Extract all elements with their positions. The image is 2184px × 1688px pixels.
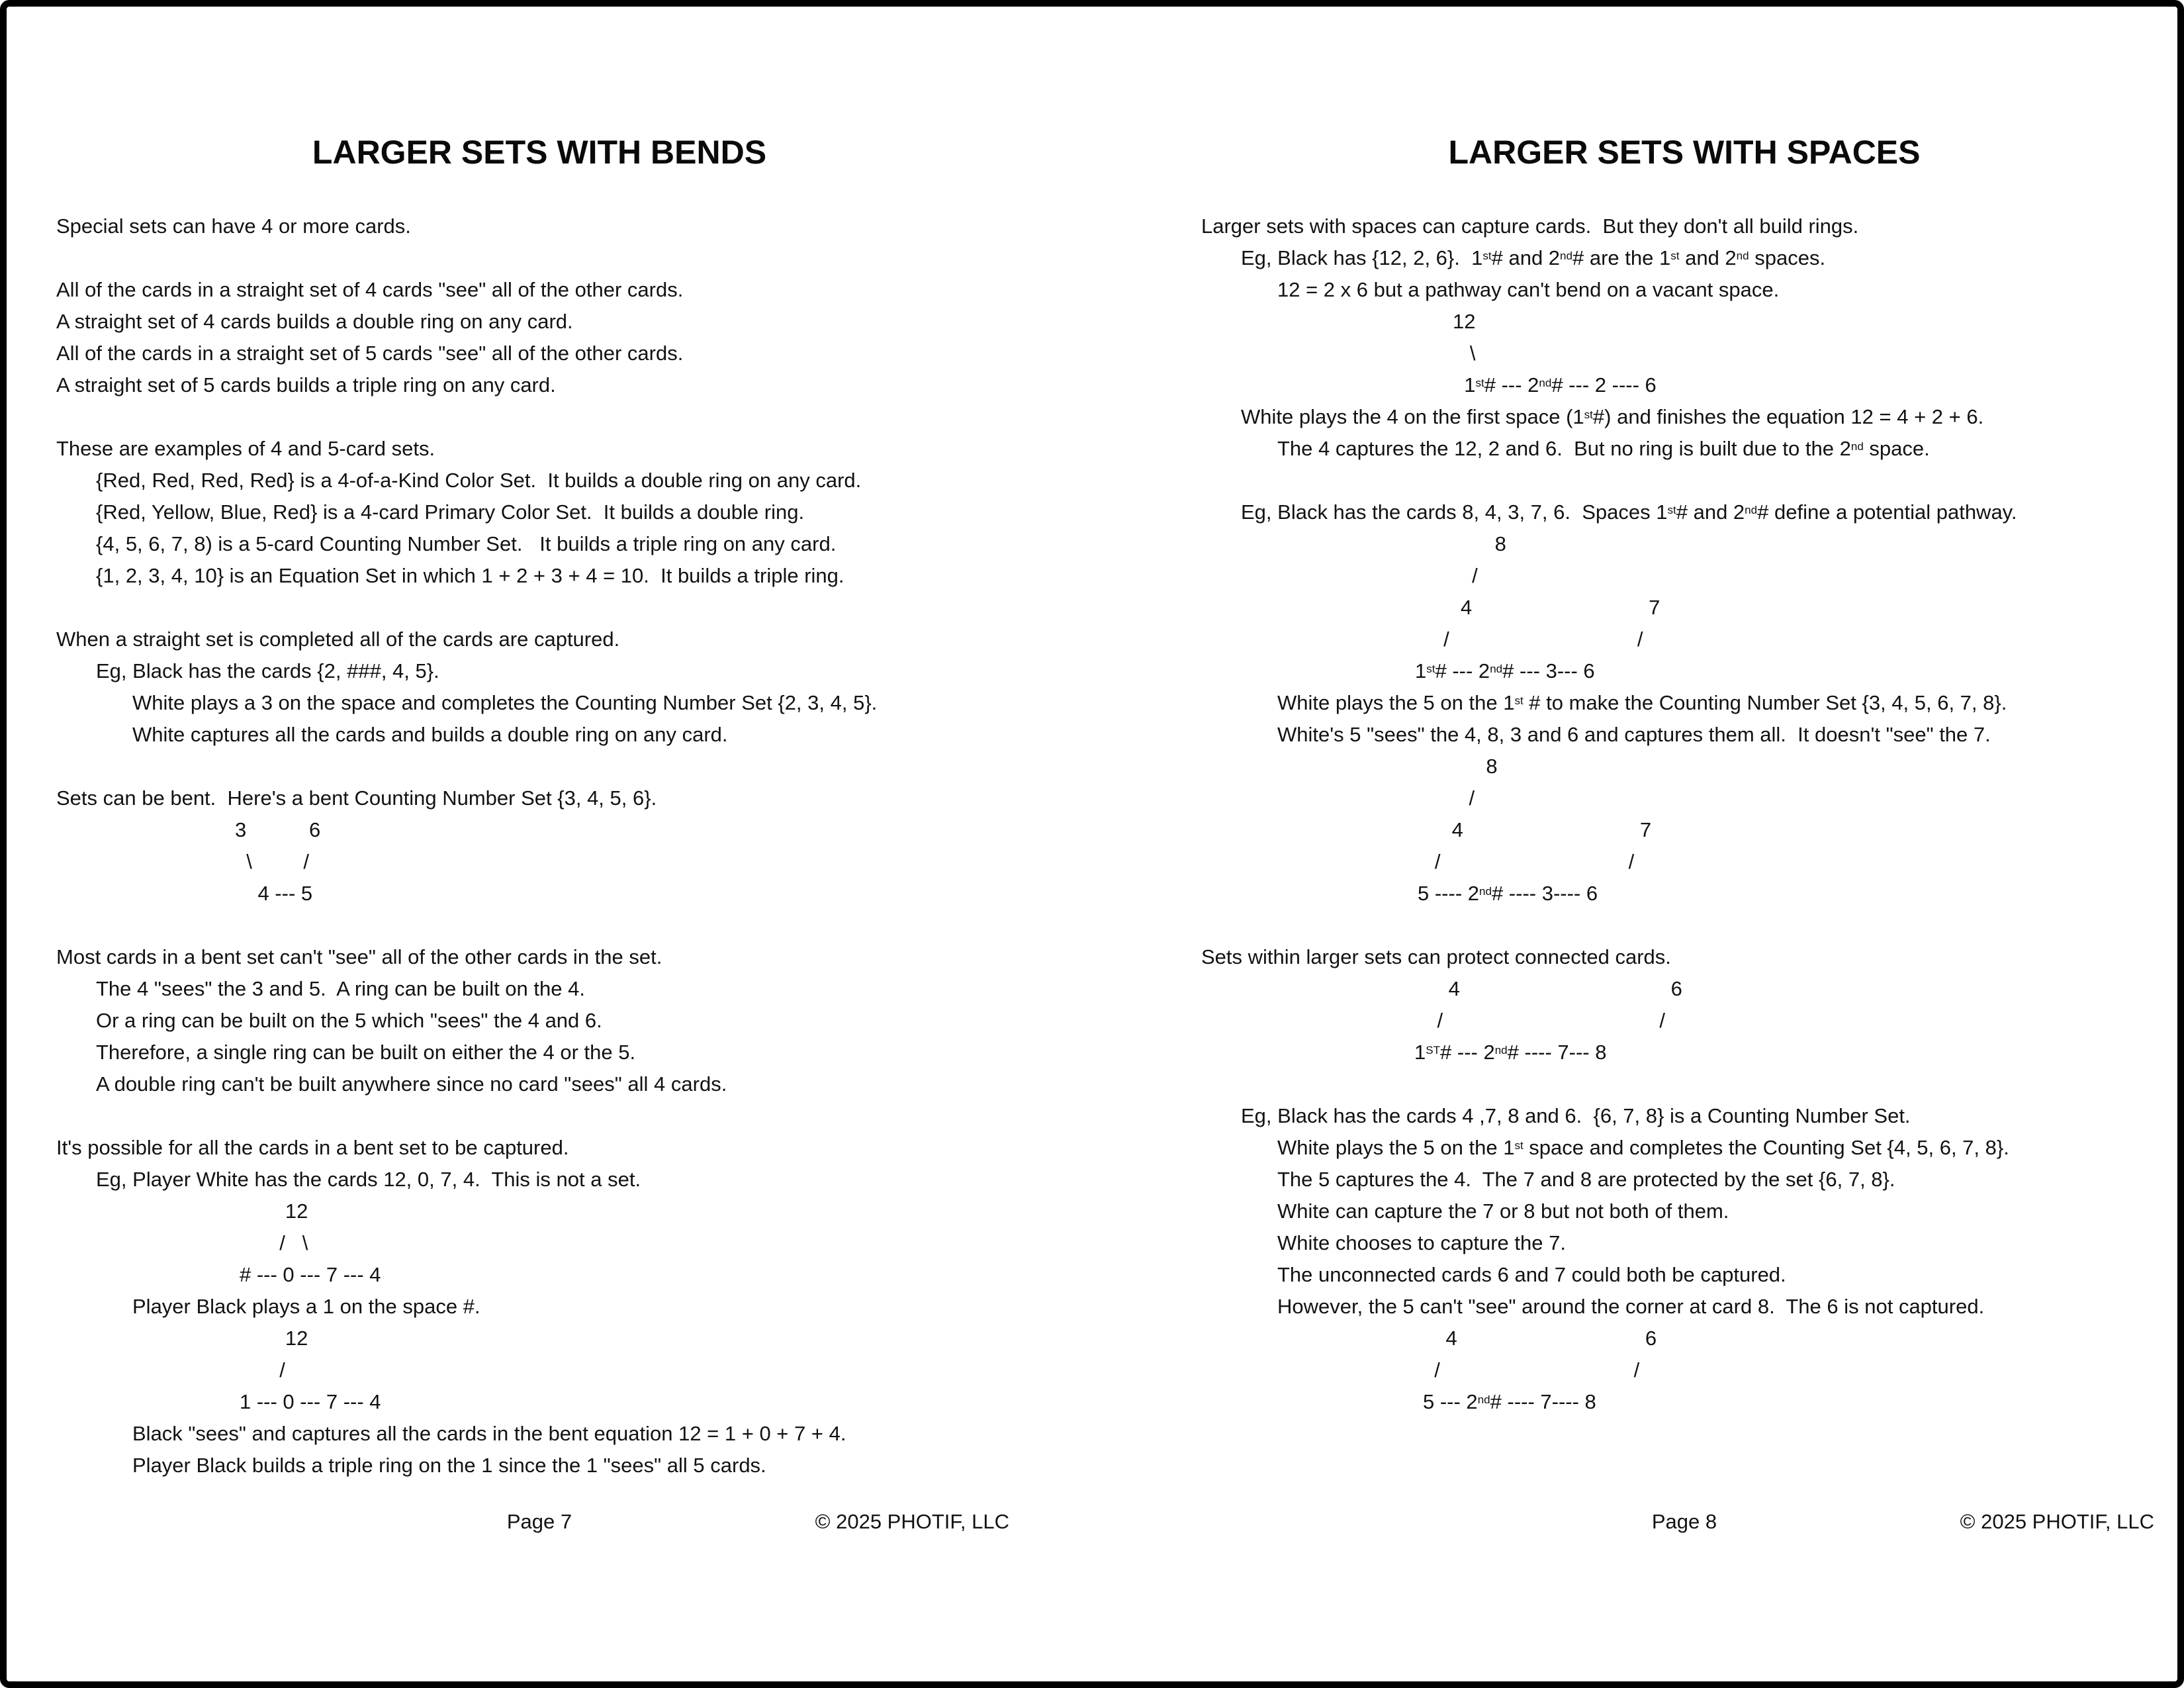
text-line: Sets within larger sets can protect connected cards. [1201, 945, 1671, 968]
page-footer [1201, 1506, 2167, 1538]
text-line: Eg, Black has the cards 8, 4, 3, 7, 6. Spaces 1st# and 2nd# define a potential pathway. [1241, 500, 2017, 524]
diagram-line: / / [1423, 1358, 1640, 1382]
ordinal-suffix: st [1482, 250, 1492, 263]
text-line: Most cards in a bent set can't "see" all of the other cards in the set. [56, 945, 662, 968]
page-number: Page 7 [506, 1510, 572, 1533]
text-line: White's 5 "sees" the 4, 8, 3 and 6 and captures them all. It doesn't "see" the 7. [1277, 723, 1991, 746]
paragraph-gap [56, 401, 1023, 433]
diagram-line: / / [1414, 1009, 1665, 1032]
diagram-line: 1 --- 0 --- 7 --- 4 [240, 1390, 381, 1413]
ordinal-suffix: st [1426, 663, 1435, 676]
text-line: {4, 5, 6, 7, 8) is a 5-card Counting Number Set. It builds a triple ring on any card. [96, 532, 837, 555]
paragraph-gap [1201, 910, 2167, 941]
diagram-line: 8 [1415, 532, 1506, 555]
ordinal-suffix: st [1514, 694, 1524, 708]
text-line: White chooses to capture the 7. [1277, 1231, 1566, 1254]
ordinal-suffix: nd [1736, 250, 1749, 263]
text-line: White plays the 4 on the first space (1st#) and finishes the equation 12 = 4 + 2 + 6. [1241, 405, 1984, 428]
text-line: 12 = 2 x 6 but a pathway can't bend on a vacant space. [1277, 278, 1780, 301]
text-line: However, the 5 can't "see" around the corner at card 8. The 6 is not captured. [1277, 1295, 1985, 1318]
ordinal-suffix: nd [1745, 504, 1758, 517]
page-body [1201, 211, 2167, 1418]
diagram-line: 1st# --- 2nd# --- 2 ---- 6 [1453, 373, 1657, 397]
page-7 [56, 132, 1023, 1609]
ordinal-suffix: st [1514, 1139, 1524, 1152]
ordinal-suffix: nd [1560, 250, 1572, 263]
text-line: These are examples of 4 and 5-card sets. [56, 437, 435, 460]
paragraph-gap [56, 751, 1023, 782]
ascii-diagram [1415, 528, 2167, 687]
ordinal-suffix: nd [1539, 377, 1552, 390]
diagram-line: \ [1453, 342, 1476, 365]
text-line: {Red, Red, Red, Red} is a 4-of-a-Kind Color Set. It builds a double ring on any card. [96, 469, 862, 492]
text-line: White plays the 5 on the 1st # to make the Counting Number Set {3, 4, 5, 6, 7, 8}. [1277, 691, 2007, 714]
ascii-diagram [1453, 306, 2167, 401]
page-body [56, 211, 1023, 1481]
paragraph-gap [56, 592, 1023, 624]
diagram-line: / / [1415, 628, 1643, 651]
diagram-line: # --- 0 --- 7 --- 4 [240, 1263, 381, 1286]
diagram-line: 1st# --- 2nd# --- 3--- 6 [1415, 659, 1595, 682]
text-line: The unconnected cards 6 and 7 could both be captured. [1277, 1263, 1786, 1286]
diagram-line: 4 --- 5 [235, 882, 313, 905]
text-line: White plays the 5 on the 1st space and completes the Counting Set {4, 5, 6, 7, 8}. [1277, 1136, 2009, 1159]
text-line: Sets can be bent. Here's a bent Counting Number Set {3, 4, 5, 6}. [56, 786, 657, 810]
text-line: White can capture the 7 or 8 but not both of them. [1277, 1199, 1729, 1223]
text-line: All of the cards in a straight set of 4 cards "see" all of the other cards. [56, 278, 684, 301]
ascii-diagram [235, 814, 1023, 910]
diagram-line: 3 6 [235, 818, 321, 841]
copyright: © 2025 PHOTIF, LLC [1960, 1510, 2154, 1533]
text-line: Eg, Black has the cards 4 ,7, 8 and 6. {6, 7, 8} is a Counting Number Set. [1241, 1104, 1911, 1127]
diagram-line: / / [1418, 850, 1635, 873]
ordinal-suffix: nd [1490, 663, 1503, 676]
ordinal-suffix: st [1667, 504, 1676, 517]
diagram-line: 12 [240, 1199, 308, 1223]
text-line: Player Black builds a triple ring on the 1 since the 1 "sees" all 5 cards. [132, 1454, 766, 1477]
text-line: Black "sees" and captures all the cards in the bent equation 12 = 1 + 0 + 7 + 4. [132, 1422, 846, 1445]
ascii-diagram [240, 1323, 1023, 1418]
text-line: Larger sets with spaces can capture cards. But they don't all build rings. [1201, 214, 1859, 238]
diagram-line: 12 [240, 1327, 308, 1350]
text-line: A straight set of 4 cards builds a double ring on any card. [56, 310, 573, 333]
text-line: When a straight set is completed all of the cards are captured. [56, 628, 620, 651]
diagram-line: 4 7 [1418, 818, 1652, 841]
text-line: Player Black plays a 1 on the space #. [132, 1295, 480, 1318]
diagram-line: 4 7 [1415, 596, 1661, 619]
diagram-line: 8 [1418, 755, 1498, 778]
text-line: A straight set of 5 cards builds a triple ring on any card. [56, 373, 556, 397]
ordinal-suffix: nd [1479, 885, 1492, 898]
paragraph-gap [56, 910, 1023, 941]
text-line: Eg, Black has the cards {2, ###, 4, 5}. [96, 659, 439, 682]
diagram-line: 1ST# --- 2nd# ---- 7--- 8 [1414, 1041, 1607, 1064]
text-line: Special sets can have 4 or more cards. [56, 214, 411, 238]
text-line: {1, 2, 3, 4, 10} is an Equation Set in which 1 + 2 + 3 + 4 = 10. It builds a triple ring. [96, 564, 844, 587]
text-line: Therefore, a single ring can be built on either the 4 or the 5. [96, 1041, 636, 1064]
text-line: Eg, Black has {12, 2, 6}. 1st# and 2nd# are the 1st and 2nd spaces. [1241, 246, 1826, 269]
page-number: Page 8 [1651, 1510, 1717, 1533]
ordinal-suffix: st [1475, 377, 1484, 390]
diagram-line: 5 --- 2nd# ---- 7---- 8 [1423, 1390, 1596, 1413]
text-line: A double ring can't be built anywhere since no card "sees" all 4 cards. [96, 1072, 727, 1096]
text-line: It's possible for all the cards in a bent set to be captured. [56, 1136, 569, 1159]
ordinal-suffix: st [1584, 408, 1593, 422]
diagram-line: 12 [1453, 310, 1476, 333]
page-8 [1201, 132, 2167, 1609]
ordinal-suffix: nd [1494, 1044, 1508, 1057]
text-line: White captures all the cards and builds a double ring on any card. [132, 723, 728, 746]
ascii-diagram [1414, 973, 2167, 1068]
text-line: Or a ring can be built on the 5 which "sees" the 4 and 6. [96, 1009, 602, 1032]
paragraph-gap [1201, 1068, 2167, 1100]
ascii-diagram [1423, 1323, 2167, 1418]
ordinal-suffix: st [1670, 250, 1680, 263]
ordinal-suffix: nd [1850, 440, 1864, 453]
text-line: The 4 captures the 12, 2 and 6. But no ring is built due to the 2nd space. [1277, 437, 1930, 460]
diagram-line: 5 ---- 2nd# ---- 3---- 6 [1418, 882, 1598, 905]
diagram-line: / [1415, 564, 1478, 587]
text-line: {Red, Yellow, Blue, Red} is a 4-card Primary Color Set. It builds a double ring. [96, 500, 805, 524]
ordinal-suffix: nd [1477, 1393, 1490, 1407]
page-footer [56, 1506, 1023, 1538]
text-line: Eg, Player White has the cards 12, 0, 7, 4. This is not a set. [96, 1168, 641, 1191]
diagram-line: / [240, 1358, 285, 1382]
ascii-diagram [1418, 751, 2167, 910]
copyright: © 2025 PHOTIF, LLC [815, 1510, 1009, 1533]
page-title: LARGER SETS WITH SPACES [1448, 134, 1921, 171]
diagram-line: / \ [240, 1231, 308, 1254]
text-line: All of the cards in a straight set of 5 cards "see" all of the other cards. [56, 342, 684, 365]
text-line: The 4 "sees" the 3 and 5. A ring can be built on the 4. [96, 977, 585, 1000]
paragraph-gap [56, 1100, 1023, 1132]
ascii-diagram [240, 1196, 1023, 1291]
ordinal-suffix: ST [1426, 1044, 1441, 1057]
diagram-line: 4 6 [1423, 1327, 1657, 1350]
page-title: LARGER SETS WITH BENDS [312, 134, 767, 171]
text-line: White plays a 3 on the space and completes the Counting Number Set {2, 3, 4, 5}. [132, 691, 878, 714]
diagram-line: \ / [235, 850, 309, 873]
text-line: The 5 captures the 4. The 7 and 8 are protected by the set {6, 7, 8}. [1277, 1168, 1895, 1191]
diagram-line: 4 6 [1414, 977, 1682, 1000]
paragraph-gap [56, 242, 1023, 274]
diagram-line: / [1418, 786, 1475, 810]
paragraph-gap [1201, 465, 2167, 496]
